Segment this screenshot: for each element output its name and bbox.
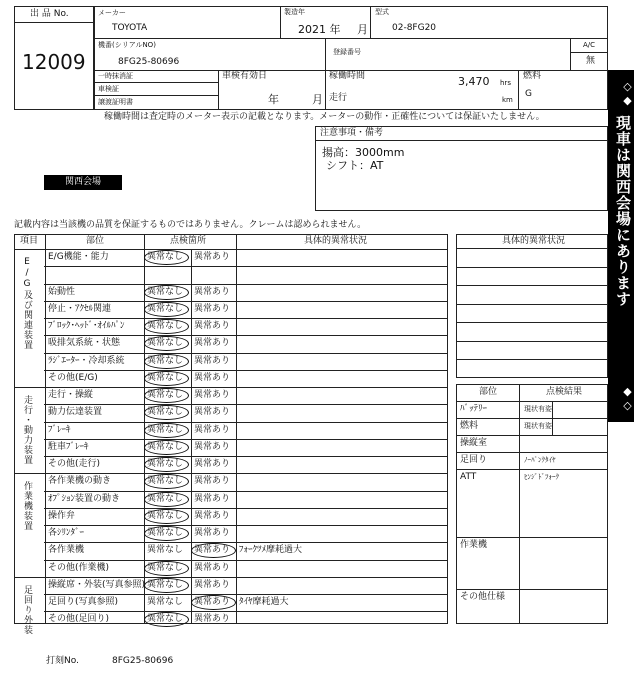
state-ng: 異常あり (194, 441, 231, 452)
serial-value: 8FG25-80696 (118, 57, 180, 67)
right-upper-row-line (456, 341, 608, 342)
state-ok: 異常なし (147, 303, 184, 314)
row-divider (44, 456, 448, 457)
selected-oval (144, 457, 189, 472)
reg-label: 登録番号 (333, 48, 361, 56)
state-ng: 異常あり (194, 252, 231, 262)
selected-oval (144, 578, 189, 593)
row-part: その他(走行) (48, 459, 101, 469)
cert-line-2: 車検証 (98, 85, 119, 93)
right-lower-row-line (456, 401, 608, 402)
selected-oval (144, 612, 189, 627)
hours-notice: 稼働時間は査定時のメーター表示の記載となります。メーターの動作・正確性については保証いたしません。 (104, 112, 545, 122)
row-part: ﾗｼﾞｴｰﾀｰ・冷却系統 (48, 355, 125, 366)
state-ng: 異常あり (194, 355, 231, 366)
row-part: 始動性 (48, 286, 76, 297)
sidebar-marks-bottom: ◆◇ (621, 385, 634, 413)
selected-oval (144, 526, 189, 541)
year-value: 2021 年 (298, 23, 341, 36)
state-ok: 異常なし (147, 545, 184, 556)
state-ok: 異常なし (147, 252, 184, 262)
row-part: 停止・ｱｸｾﾙ関連 (48, 303, 112, 314)
state-ng: 異常あり (194, 390, 231, 400)
state-ok: 異常なし (147, 493, 184, 504)
row-divider (44, 353, 448, 354)
row-divider (44, 335, 448, 336)
right-lower-part: 足回り (460, 455, 488, 465)
model-value: 02-8FG20 (392, 23, 437, 33)
col-part: 部位 (86, 236, 105, 246)
stamp-value: 8FG25-80696 (112, 656, 174, 666)
selected-oval (144, 492, 189, 507)
ac-value: 無 (586, 56, 596, 66)
state-ok: 異常なし (147, 459, 184, 469)
group-label: E/G及び関連装置 (22, 257, 32, 350)
state-ng: 異常あり (194, 545, 231, 556)
row-divider (44, 284, 448, 285)
row-part: ﾌﾞﾛｯｸ･ﾍｯﾄﾞ･ｵｲﾙﾊﾟﾝ (48, 321, 125, 331)
right-upper-header: 具体的異常状況 (502, 236, 566, 246)
row-part: 各作業機 (48, 545, 85, 556)
selected-oval (191, 595, 236, 610)
state-ng: 異常あり (194, 579, 231, 590)
row-part: E/G機能・能力 (48, 252, 109, 262)
state-ok: 異常なし (147, 528, 184, 538)
state-ng: 異常あり (194, 597, 231, 607)
state-ok: 異常なし (147, 286, 184, 297)
row-part: 吸排気系統・状態 (48, 338, 121, 349)
selected-oval (144, 354, 189, 369)
hours-label: 稼働時間 (329, 71, 366, 81)
row-divider (44, 266, 448, 267)
notes-title: 注意事項・備考 (320, 128, 384, 138)
right-lower-part: 操縦室 (460, 438, 488, 448)
row-detail: ﾌｫｰｸﾂﾒ摩耗過大 (239, 545, 303, 556)
fuel-value: G (525, 89, 532, 99)
row-part: 各作業機の動き (48, 476, 112, 487)
row-part: 足回り(写真参照) (48, 597, 119, 607)
cert-line-3: 譲渡証明書 (98, 98, 133, 106)
right-lower-row-line (456, 469, 608, 470)
inspection-year: 年 (268, 93, 279, 106)
row-divider (44, 560, 448, 561)
selected-oval (144, 561, 189, 576)
row-divider (44, 525, 448, 526)
state-ng: 異常あり (194, 476, 231, 487)
lot-label: 出 品 No. (30, 9, 69, 19)
maker-label: メーカー (98, 9, 126, 17)
month-suffix: 月 (357, 23, 368, 36)
row-divider (44, 508, 448, 509)
row-divider (44, 594, 448, 595)
row-detail: ﾀｲﾔ摩耗過大 (239, 597, 289, 607)
row-divider (44, 370, 448, 371)
state-ng: 異常あり (194, 493, 231, 504)
row-part: その他(E/G) (48, 372, 98, 383)
group-label: 足回り外装 (22, 584, 32, 635)
row-divider (44, 404, 448, 405)
notes-line-2: シフト：AT (326, 159, 384, 172)
inspection-label: 車検有効日 (222, 71, 268, 81)
selected-oval (144, 302, 189, 317)
row-part: その他(足回り) (48, 614, 110, 625)
row-divider (44, 491, 448, 492)
right-lower-col-part: 部位 (479, 387, 498, 397)
inspection-month: 月 (312, 93, 323, 106)
selected-oval (144, 423, 189, 438)
state-ok: 異常なし (147, 321, 184, 331)
row-part: 操作弁 (48, 510, 76, 521)
state-ng: 異常あり (194, 562, 231, 573)
right-lower-sub-vline (552, 418, 553, 435)
right-upper-row-line (456, 322, 608, 323)
selected-oval (144, 388, 189, 403)
right-upper-row-line (456, 304, 608, 305)
state-ng: 異常あり (194, 424, 231, 435)
state-ng: 異常あり (194, 303, 231, 314)
state-ng: 異常あり (194, 614, 231, 625)
right-lower-row-line (456, 452, 608, 453)
state-ng: 異常あり (194, 459, 231, 469)
model-label: 型式 (375, 8, 389, 16)
row-part: 駐車ﾌﾞﾚｰｷ (48, 441, 89, 452)
right-lower-result: 現状有姿 (524, 405, 552, 413)
row-divider (44, 318, 448, 319)
col-detail: 具体的異常状況 (304, 236, 368, 246)
right-lower-result: ﾉｰﾊﾟﾝｸﾀｲﾔ (524, 456, 556, 464)
right-upper-row-line (456, 267, 608, 268)
row-part: 動力伝達装置 (48, 407, 103, 418)
right-lower-result: ﾋﾝｼﾞﾄﾞﾌｫｰｸ (524, 473, 559, 481)
selected-oval (144, 371, 189, 386)
right-lower-col-result: 点検結果 (546, 387, 583, 397)
right-upper-row-line (456, 359, 608, 360)
notes-line-1: 揚高：3000mm (322, 146, 405, 159)
right-lower-table (456, 384, 608, 624)
cert-line-1: 一時抹消証 (98, 72, 133, 80)
right-lower-result: 現状有姿 (524, 422, 552, 430)
selected-oval (144, 440, 189, 455)
state-ng: 異常あり (194, 321, 231, 331)
row-part: 各ｼﾘﾝﾀﾞｰ (48, 528, 85, 538)
right-lower-part: ATT (460, 472, 477, 482)
right-upper-table (456, 234, 608, 378)
year-label: 製造年 (284, 8, 305, 16)
state-ok: 異常なし (147, 562, 184, 573)
col-item: 項目 (20, 236, 39, 246)
ac-label: A/C (583, 41, 596, 49)
stamp-label: 打刻No. (46, 656, 79, 666)
row-divider (44, 542, 448, 543)
hours-value: 3,470 (458, 75, 490, 88)
group-label: 作業機装置 (22, 481, 32, 532)
col-check: 点検箇所 (170, 236, 207, 246)
hours-unit: hrs (500, 79, 511, 87)
sidebar-marks-top: ◇◆ (621, 80, 634, 108)
state-ok: 異常なし (147, 614, 184, 625)
state-ng: 異常あり (194, 407, 231, 418)
right-lower-row-line (456, 589, 608, 590)
row-part: ﾌﾞﾚｰｷ (48, 424, 71, 435)
state-ok: 異常なし (147, 390, 184, 400)
state-ng: 異常あり (194, 286, 231, 297)
row-part: 操縦席・外装(写真参照) (48, 579, 146, 590)
group-label: 走行・動力装置 (22, 395, 32, 465)
state-ok: 異常なし (147, 338, 184, 349)
state-ok: 異常なし (147, 355, 184, 366)
state-ng: 異常あり (194, 510, 231, 521)
lot-number: 12009 (22, 50, 86, 74)
sidebar-text: 現車は関西会場にあります (614, 115, 632, 307)
km-label: 走行 (329, 93, 348, 103)
right-lower-row-line (456, 435, 608, 436)
row-divider (44, 301, 448, 302)
right-lower-part: 燃料 (460, 421, 479, 431)
row-part: 走行・操縦 (48, 390, 94, 400)
fuel-label: 燃料 (523, 71, 542, 81)
km-unit: km (502, 96, 513, 104)
row-divider (14, 577, 448, 578)
state-ok: 異常なし (147, 510, 184, 521)
state-ok: 異常なし (147, 372, 184, 383)
right-lower-part: ﾊﾞｯﾃﾘｰ (460, 404, 488, 414)
state-ok: 異常なし (147, 579, 184, 590)
serial-label: 機番(シリアルNO) (98, 41, 156, 49)
row-divider (14, 387, 448, 388)
state-ok: 異常なし (147, 476, 184, 487)
row-divider (44, 439, 448, 440)
row-part: その他(作業機) (48, 562, 110, 573)
right-lower-row-line (456, 537, 608, 538)
selected-oval (144, 250, 189, 265)
selected-oval (144, 285, 189, 300)
right-lower-row-line (456, 418, 608, 419)
state-ok: 異常なし (147, 441, 184, 452)
row-part: ｵﾌﾟｼｮﾝ装置の動き (48, 493, 121, 504)
selected-oval (144, 509, 189, 524)
venue-sidebar (608, 70, 634, 422)
selected-oval (144, 319, 189, 334)
right-upper-row-line (456, 285, 608, 286)
row-divider (44, 611, 448, 612)
state-ok: 異常なし (147, 407, 184, 418)
state-ng: 異常あり (194, 338, 231, 349)
right-lower-part: 作業機 (460, 540, 488, 550)
disclaimer: 記載内容は当該機の品質を保証するものではありません。クレームは認められません。 (14, 220, 367, 230)
right-lower-part: その他仕様 (460, 592, 506, 602)
row-divider (44, 422, 448, 423)
state-ok: 異常なし (147, 597, 184, 607)
state-ng: 異常あり (194, 372, 231, 383)
state-ok: 異常なし (147, 424, 184, 435)
row-divider (14, 473, 448, 474)
state-ng: 異常あり (194, 528, 231, 538)
maker-value: TOYOTA (112, 23, 148, 33)
venue-badge: 関西会場 (44, 175, 122, 190)
right-lower-sub-vline (552, 401, 553, 418)
